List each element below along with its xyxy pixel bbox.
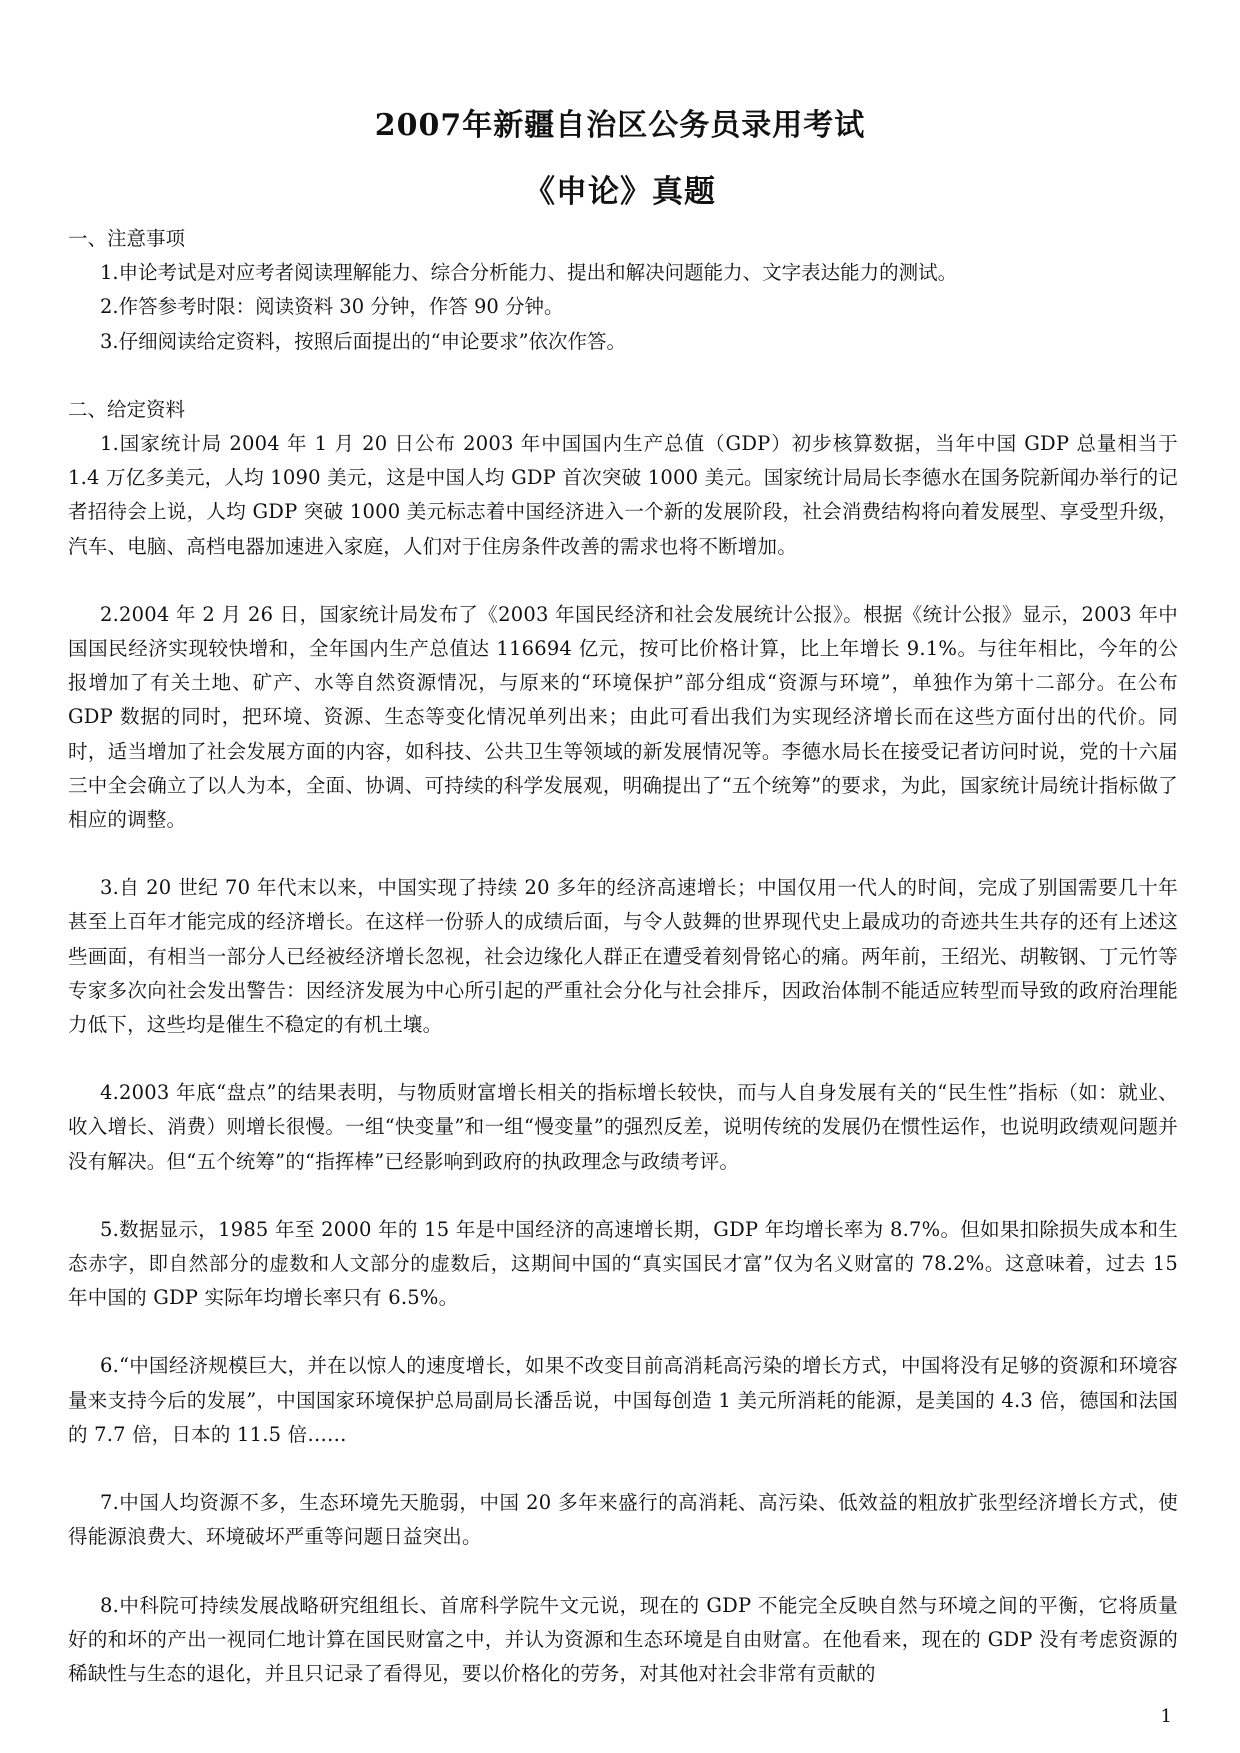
material-paragraph: 6.“中国经济规模巨大，并在以惊人的速度增长，如果不改变目前高消耗高污染的增长方式，中国将没有足够的资源和环境容量来支持今后的发展”，中国国家环境保护总局副局长潘岳说，中国每创造 1 美元所消耗的能源，是美国的 4.3 倍，德国和法国的 7.7 倍，日本的 11.5 倍…… <box>68 1354 1178 1446</box>
material-paragraph: 8.中科院可持续发展战略研究组组长、首席科学院牛文元说，现在的 GDP 不能完全反映自然与环境之间的平衡，它将质量好的和坏的产出一视同仁地计算在国民财富之中，并认为资源和生态环境是自由财富。在他看来，现在的 GDP 没有考虑资源的稀缺性与生态的退化，并且只记录了看得见，要以价格化的劳务，对其他对社会非常有贡献的 <box>68 1593 1178 1685</box>
note-item: 1.申论考试是对应考者阅读理解能力、综合分析能力、提出和解决问题能力、文字表达能力的测试。 <box>100 261 958 285</box>
spacer <box>68 1555 1178 1589</box>
document-subtitle: 《申论》真题 <box>524 174 716 210</box>
material-paragraph: 2.2004 年 2 月 26 日，国家统计局发布了《2003 年国民经济和社会发展统计公报》。根据《统计公报》显示，2003 年中国国民经济实现较快增和，全年国内生产总值达 116694 亿元，按可比价格计算，比上年增长 9.1%。与往年相比，今年的公报增加了有关土地、矿产、水等自然资源情况，与原来的“环境保护”部分组成“资源与环境”，单独作为第十二部分。在公布 GDP 数据的同时，把环境、资源、生态等变化情况单列出来；由此可看出我们为实现经济增长而在这些方面付出的代价。同时，适当增加了社会发展方面的内容，如科技、公共卫生等领域的新发展情况等。李德水局长在接受记者访问时说，党的十六届三中全会确立了以人为本，全面、协调、可持续的科学发展观，明确提出了“五个统筹”的要求，为此，国家统计局统计指标做了相应的调整。 <box>68 602 1178 832</box>
section-heading-materials: 二、给定资料 <box>68 397 186 421</box>
page-number: 1 <box>1160 1706 1172 1727</box>
note-item: 2.作答参考时限：阅读资料 30 分钟，作答 90 分钟。 <box>100 295 564 319</box>
section-heading-notes: 一、注意事项 <box>68 227 186 250</box>
material-paragraph: 3.自 20 世纪 70 年代末以来，中国实现了持续 20 多年的经济高速增长；中国仅用一代人的时间，完成了别国需要几十年甚至上百年才能完成的经济增长。在这样一份骄人的成绩后面，与令人鼓舞的世界现代史上最成功的奇迹共生共存的还有上述这些画面，有相当一部分人已经被经济增长忽视，社会边缘化人群正在遭受着刻骨铭心的痛。两年前，王绍光、胡鞍钢、丁元竹等专家多次向社会发出警告：因经济发展为中心所引起的严重社会分化与社会排斥，因政治体制不能适应转型而导致的政府治理能力低下，这些均是催生不稳定的有机土壤。 <box>68 876 1178 1037</box>
document-title: 2007年新疆自治区公务员录用考试 <box>374 108 866 143</box>
spacer <box>68 359 1178 393</box>
spacer <box>68 564 1178 598</box>
material-paragraph: 1.国家统计局 2004 年 1 月 20 日公布 2003 年中国国内生产总值（GDP）初步核算数据，当年中国 GDP 总量相当于 1.4 万亿多美元，人均 1090 美元，这是中国人均 GDP 首次突破 1000 美元。国家统计局局长李德水在国务院新闻办举行的记者招待会上说，人均 GDP 突破 1000 美元标志着中国经济进入一个新的发展阶段，社会消费结构将向着发展型、享受型升级，汽车、电脑、高档电器加速进入家庭，人们对于住房条件改善的需求也将不断增加。 <box>68 432 1178 558</box>
spacer <box>68 1315 1178 1349</box>
spacer <box>68 1452 1178 1486</box>
material-paragraph: 5.数据显示，1985 年至 2000 年的 15 年是中国经济的高速增长期，GDP 年均增长率为 8.7%。但如果扣除损失成本和生态赤字，即自然部分的虚数和人文部分的虚数后，这期间中国的“真实国民才富”仅为名义财富的 78.2%。这意味着，过去 15 年中国的 GDP 实际年均增长率只有 6.5%。 <box>68 1217 1178 1310</box>
material-paragraph: 7.中国人均资源不多，生态环境先天脆弱，中国 20 多年来盛行的高消耗、高污染、低效益的粗放扩张型经济增长方式，使得能源浪费大、环境破坏严重等问题日益突出。 <box>68 1491 1178 1549</box>
material-paragraph: 4.2003 年底“盘点”的结果表明，与物质财富增长相关的指标增长较快，而与人自身发展有关的“民生性”指标（如：就业、收入增长、消费）则增长很慢。一组“快变量”和一组“慢变量”的强烈反差，说明传统的发展仍在惯性运作，也说明政绩观问题并没有解决。但“五个统筹”的“指挥棒”已经影响到政府的执政理念与政绩考评。 <box>68 1081 1178 1173</box>
spacer <box>68 1042 1178 1076</box>
spacer <box>68 837 1178 871</box>
document-body <box>68 222 1178 1691</box>
spacer <box>68 1179 1178 1213</box>
note-item: 3.仔细阅读给定资料，按照后面提出的“申论要求”依次作答。 <box>100 329 627 353</box>
